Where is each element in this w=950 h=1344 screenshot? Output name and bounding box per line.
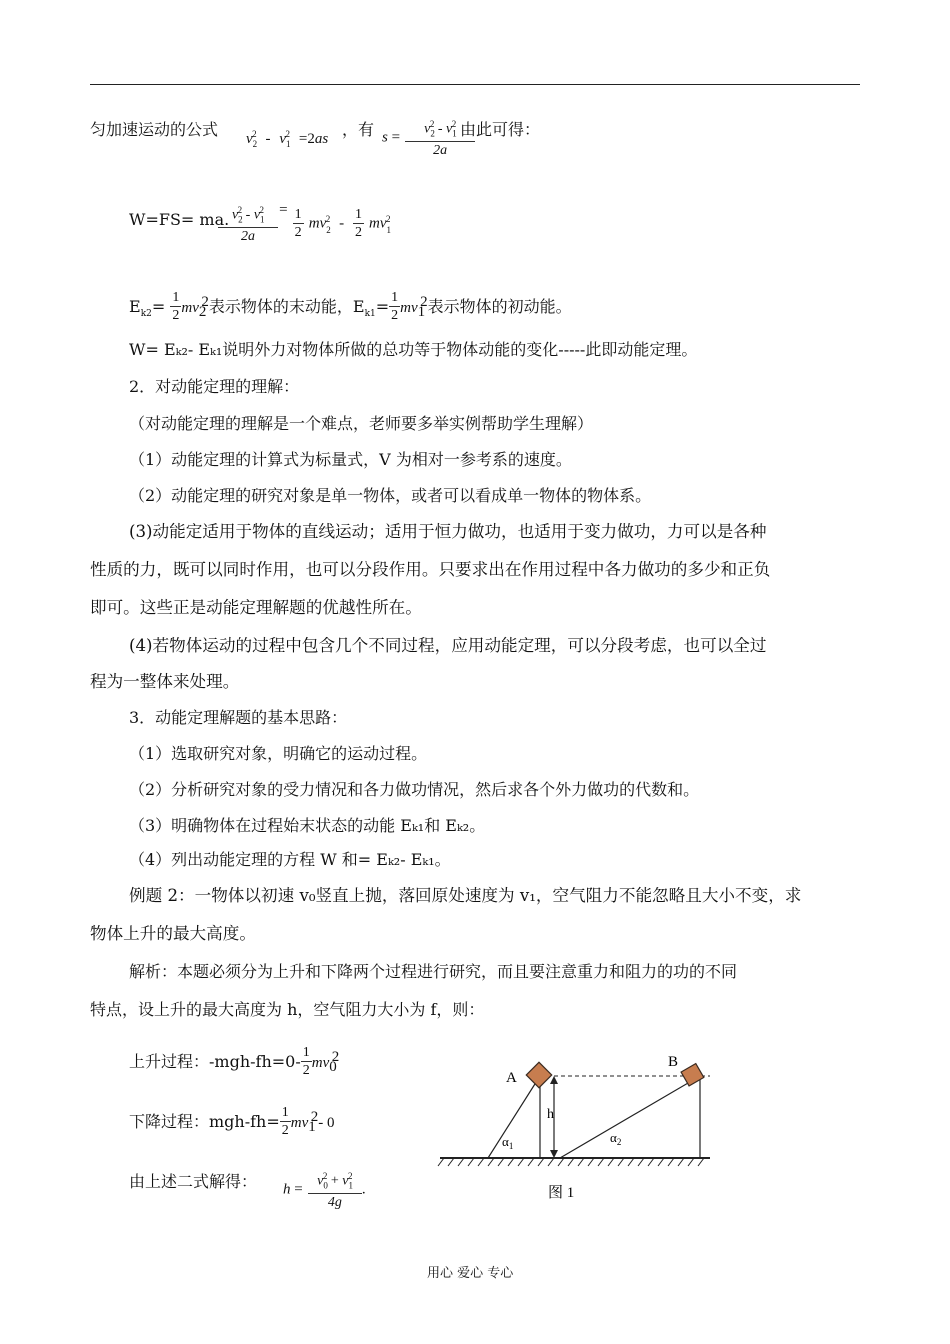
ke-definitions: $E_{k2}=$ $\frac{1}{2}$ $mv_2^2$表示物体的末动能，$E_{k1}=$ $\frac{1}{2}$ $mv_1^2$表示物体的初动能。: [129, 290, 572, 323]
section2-p1: （1）动能定理的计算式为标量式，V 为相对一参考系的速度。: [129, 450, 572, 469]
solution-down: 下降过程：mgh-fh= $\frac{1}{2}$ $mv_1^2-$ 0: [129, 1105, 335, 1138]
figure-1: [430, 1040, 720, 1210]
example-line1: 例题 2：一物体以初速 v₀竖直上抛，落回原处速度为 v₁，空气阻力不能忽略且大小不变，求: [129, 886, 802, 905]
section2-note: （对动能定理的理解是一个难点，老师要多举实例帮助学生理解）: [129, 414, 594, 433]
section3-s3: （3）明确物体在过程始末状态的动能 Eₖ₁和 Eₖ₂。: [129, 816, 486, 835]
ek2-desc: 表示物体的末动能，E: [208, 297, 365, 316]
section3-title: 3．动能定理解题的基本思路：: [129, 708, 348, 727]
ek1-desc: 表示物体的初动能。: [427, 297, 572, 316]
height-arrow-head-up: [550, 1076, 558, 1084]
intro-text-a: 匀加速运动的公式: [90, 120, 219, 139]
work-eq-prefix: W=FS= ma.: [129, 210, 230, 229]
label-alpha1: $\alpha_1$: [502, 1134, 514, 1151]
block-a: [526, 1062, 551, 1087]
result-tail: .: [361, 1181, 366, 1198]
ek1-sub: k1: [364, 309, 376, 320]
theorem-line: W= Eₖ₂- Eₖ₁说明外力对物体所做的总功等于物体动能的变化-----此即动能定理。: [129, 340, 698, 359]
ek2-sub: k2: [140, 309, 152, 320]
s-formula: s = $\frac{v_2^2 - v_1^2}{2a}$: [382, 116, 475, 160]
ground-hatching: [438, 1158, 704, 1166]
solution-result: 由上述二式解得：: [129, 1172, 258, 1191]
label-a: A: [506, 1070, 517, 1086]
solution-line2: 特点，设上升的最大高度为 h，空气阻力大小为 f，则：: [90, 1000, 485, 1019]
label-b: B: [668, 1054, 679, 1070]
incline-1: [488, 1076, 540, 1158]
height-arrow-head-down: [550, 1150, 558, 1158]
intro-line: [90, 120, 218, 140]
section2-title: 2．对动能定理的理解：: [129, 377, 300, 396]
section2-p4-line1: (4)若物体运动的过程中包含几个不同过程，应用动能定理，可以分段考虑，也可以全过: [129, 636, 767, 655]
section3-s4: （4）列出动能定理的方程 W 和= Eₖ₂- Eₖ₁。: [129, 850, 451, 869]
section2-p4-line2: 程为一整体来处理。: [90, 672, 240, 691]
incline-2: [560, 1076, 700, 1158]
result-formula: h = $\frac{v_0^2 + v_1^2}{4g}$ .: [283, 1168, 366, 1212]
kinematic-formula: $v_2^2 - v_1^2 =2as$: [246, 128, 329, 150]
ek2-label: E: [129, 297, 141, 316]
solution-down-text: 下降过程：mgh-fh=: [129, 1112, 280, 1131]
section2-p3-line1: (3)动能定适用于物体的直线运动；适用于恒力做功，也适用于变力做功，力可以是各种: [129, 522, 767, 541]
header-rule: [90, 84, 860, 85]
section2-p3-line3: 即可。这些正是动能定理解题的优越性所在。: [90, 598, 422, 617]
section3-s2: （2）分析研究对象的受力情况和各力做功情况，然后求各个外力做功的代数和。: [129, 780, 700, 799]
intro-text-b: ，有: [342, 120, 375, 139]
section3-s1: （1）选取研究对象，明确它的运动过程。: [129, 744, 428, 763]
intro-text-c: 由此可得：: [460, 120, 541, 139]
solution-line1: 解析：本题必须分为上升和下降两个过程进行研究，而且要注意重力和阻力的功的不同: [129, 962, 738, 981]
work-eq-formula: $\frac{v_2^2 - v_1^2}{2a}$ = $\frac{1}{2}$ $mv_2^2$ - $\frac{1}{2}$ $mv_1^2$: [218, 202, 391, 246]
section2-p3-line2: 性质的力，既可以同时作用，也可以分段作用。只要求出在作用过程中各力做功的多少和正负: [90, 560, 771, 579]
solution-down-tail: - 0: [318, 1115, 335, 1131]
label-h: h: [547, 1107, 554, 1122]
label-alpha2: $\alpha_2$: [610, 1130, 622, 1147]
page-footer: 用心 爱心 专心: [427, 1266, 514, 1281]
figure-caption: 图 1: [548, 1185, 575, 1201]
solution-up: 上升过程：-mgh-fh=0- $\frac{1}{2}$ $mv_0^2$: [129, 1045, 340, 1078]
example-line2: 物体上升的最大高度。: [90, 924, 256, 943]
solution-up-text: 上升过程：-mgh-fh=0-: [129, 1052, 301, 1071]
section2-p2: （2）动能定理的研究对象是单一物体，或者可以看成单一物体的物体系。: [129, 486, 652, 505]
